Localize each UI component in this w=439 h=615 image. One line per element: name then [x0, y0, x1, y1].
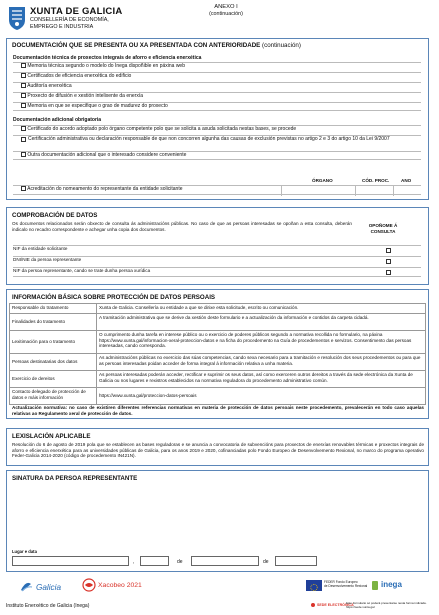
privacy-key: Persoas destinatarias dos datos: [10, 354, 97, 371]
data-verification-section: [6, 207, 429, 285]
tech-item-row: [13, 72, 421, 81]
privacy-key: Contacto delegado de protección de datos e máis información: [10, 388, 97, 405]
oppose-checkbox[interactable]: [386, 248, 391, 253]
signature-section: [6, 470, 429, 572]
privacy-key: Exercicio de dereitos: [10, 371, 97, 388]
place-field[interactable]: [12, 556, 129, 566]
required-item-label: Certificación administrativa ou declaración responsable de que non concorren algunha das causas de exclusión previstas no artigo 2 e 3 do artigo 10 da Lei 9/2007: [28, 136, 390, 142]
privacy-value: O cumprimento dunha tarefa en interese público ou o exercicio de poderes públicos segundo a normativa recollida no formulario, na páxina https://www.xunta.gal/informacion-xeral-proteccion-datos e na ficha do procedemento na Guía de procedementos e servizos. Consentimento das persoas interesadas, cando corresponda.: [97, 331, 426, 354]
legislation-title: LEXISLACIÓN APLICABLE: [12, 433, 91, 440]
privacy-footnote: Actualización normativa: no caso de existiren diferentes referencias normativas en materia de protección de datos persoais neste procedemento, prevalecerán en todo caso aquelas relativas ao Regulamento xeral de protección de datos.: [12, 405, 424, 416]
tech-item-label: Memoria en que se especifique o grao de madurez do proxecto: [27, 103, 168, 109]
required-item-checkbox[interactable]: [21, 152, 26, 157]
privacy-row: [10, 371, 426, 388]
tech-item-row: [13, 102, 421, 111]
tech-item-label: Auditoría enerxética: [27, 83, 72, 89]
proc-code-field[interactable]: [355, 186, 394, 196]
column-year: ANO: [401, 178, 412, 183]
verification-title: COMPROBACIÓN DE DATOS: [12, 212, 98, 219]
privacy-value: As persoas interesadas poderán acceder, rectificar e suprimir os seus datos, así como exerceren outros dereitos a través da sede electrónica da Xunta de Galicia ou nos lugares e rexistros establecidos na normativa reguladora do procedemento administrativo común.: [97, 371, 426, 388]
privacy-row: [10, 314, 426, 331]
tech-item-row: [13, 62, 421, 71]
tech-item-checkbox[interactable]: [21, 83, 26, 88]
eu-fund-text-1: FEDER Fondo Europeo: [324, 580, 358, 584]
column-proc-code: CÓD. PROC.: [362, 178, 390, 183]
month-field[interactable]: [191, 556, 259, 566]
brand-name: XUNTA DE GALICIA: [30, 6, 123, 17]
place-date-label: Lugar e data: [12, 549, 37, 554]
tech-doc-heading: Documentación técnica de proxectos integrais de aforro e eficiencia enerxética: [13, 55, 202, 61]
verification-label: NIF da persoa representante, cando se trate dunha persoa xurídica: [13, 268, 151, 273]
legislation-text: Resolución do 6 de agosto de 2019 pola que se establecen as bases reguladoras e se anuncia a convocatoria de subvencións para proxectos de enerxías renovables térmicas e proxectos integrais de aforro e eficiencia enerxética para as universidades públicas de Galicia, para os anos 2019 e 2020, cofinanciadas polo Fondo Europeo de Desenvolvemento Rexional, no marco do programa operativo Feder-Galicia 2014-2020 (código de procedemento IN421N).: [12, 442, 424, 459]
inega-logo-icon: [372, 581, 378, 590]
xunta-logo: [7, 5, 27, 31]
organo-field[interactable]: [281, 186, 356, 196]
accreditation-row: [13, 185, 421, 195]
verification-label: NIF da entidade solicitante: [13, 246, 68, 251]
privacy-row: [10, 331, 426, 354]
privacy-row: [10, 388, 426, 405]
privacy-value: A tramitación administrativa que se derive da xestión deste formulario e a actualización da información e contidos da carpeta cidadá.: [97, 314, 426, 331]
inega-logo-text: inega: [381, 580, 402, 589]
tech-item-checkbox[interactable]: [21, 63, 26, 68]
verification-intro: Os documentos relacionados serán obxecto de consulta ás administracións públicas. No caso de que as persoas interesadas se opoñan a esta consulta, deberán indicalo no recadro correspondente e achegar unha copia dos documentos.: [12, 221, 352, 232]
signature-title: SINATURA DA PERSOA REPRESENTANTE: [12, 475, 138, 482]
required-item-row: [13, 125, 421, 134]
documentation-section-suffix: (continuación): [262, 42, 301, 49]
annex-title: ANEXO I: [214, 4, 238, 10]
required-item-label: Certificado do acordo adoptado polo órgano competente polo que se solicita a axuda solicitada nestas bases, se procede: [27, 126, 297, 132]
year-field[interactable]: [393, 186, 422, 196]
privacy-value: Xunta de Galicia. Consellería ou entidade a que se dirixe esta solicitude, escrito ou comunicación.: [97, 304, 426, 314]
tech-item-checkbox[interactable]: [21, 93, 26, 98]
department-line-2: EMPREGO E INDUSTRIA: [30, 24, 94, 30]
verification-label: DNI/NIE da persoa representante: [13, 257, 82, 262]
sede-label: SEDE ELECTRÓNICA: [317, 603, 354, 607]
privacy-row: [10, 354, 426, 371]
documentation-section: [6, 38, 429, 200]
institute-name: Instituto Enerxético de Galicia (Inega): [6, 603, 90, 609]
tech-item-checkbox[interactable]: [21, 103, 26, 108]
tech-item-label: Certificados de eficiencia enerxética do edificio: [27, 73, 132, 79]
required-item-checkbox[interactable]: [21, 126, 26, 131]
comma-separator: ,: [133, 559, 135, 565]
year-field[interactable]: [275, 556, 317, 566]
required-item-row: [13, 151, 421, 160]
xacobeo-logo-text: Xacobeo 2021: [98, 582, 142, 589]
xacobeo-logo: [82, 578, 96, 597]
tech-item-row: [13, 82, 421, 91]
verification-row: [13, 245, 421, 255]
day-field[interactable]: [140, 556, 169, 566]
galicia-logo: [18, 578, 34, 599]
required-item-checkbox[interactable]: [21, 137, 26, 142]
privacy-table: [9, 303, 426, 405]
accreditation-label: Acreditación do nomeamento do representante da entidade solicitante: [27, 186, 183, 192]
privacy-key: Lexitimación para o tratamento: [10, 331, 97, 354]
data-protection-section: [6, 289, 429, 419]
column-organo: ÓRGANO: [312, 178, 333, 183]
privacy-value: https://www.xunta.gal/proteccion-datos-persoais: [97, 388, 426, 405]
galicia-logo-text: Galicia: [36, 583, 62, 592]
required-item-label: Outra documentación adicional que o interesado considere conveniente: [27, 152, 187, 158]
verification-row: [13, 256, 421, 266]
required-item-row: [13, 135, 421, 150]
eu-fund-text-2: de Desenvolvemento Rexional: [324, 584, 368, 588]
annex-subtitle: (continuación): [209, 11, 243, 17]
privacy-row: [10, 304, 426, 314]
tech-item-row: [13, 92, 421, 101]
de-separator-2: de: [263, 559, 269, 565]
verification-row: [13, 267, 421, 277]
sede-icon: [311, 603, 315, 607]
signature-area[interactable]: [12, 485, 422, 545]
tech-item-label: Proxecto de difusión e xestión intelixente da enerxía: [27, 93, 144, 99]
privacy-key: Responsable do tratamento: [10, 304, 97, 314]
tech-item-label: Memoria técnica segundo o modelo do Inega dispoñible en páxina web: [27, 63, 185, 69]
privacy-title: INFORMACIÓN BÁSICA SOBRE PROTECCIÓN DE DATOS PERSOAIS: [12, 294, 216, 301]
accreditation-checkbox[interactable]: [21, 186, 26, 191]
privacy-key: Finalidades do tratamento: [10, 314, 97, 331]
legislation-section: [6, 428, 429, 466]
oppose-checkbox[interactable]: [386, 270, 391, 275]
de-separator-1: de: [177, 559, 183, 565]
documentation-section-title: DOCUMENTACIÓN QUE SE PRESENTA OU XA PRESENTADA CON ANTERIORIDADE: [12, 42, 261, 49]
required-doc-heading: Documentación adicional obrigatoria: [13, 117, 102, 123]
department-line-1: CONSELLERÍA DE ECONOMÍA,: [30, 17, 109, 23]
oppose-checkbox[interactable]: [386, 259, 391, 264]
privacy-value: As administracións públicas no exercicio das súas competencias, cando sexa necesario para a tramitación e resolución dos seus procedementos ou para que as persoas interesadas poidan acceder de forma integral á información relativa a unha materia.: [97, 354, 426, 371]
sede-note: Este formulario só poderá presentarse nesta forma indicada. https://sede.xunta.gal: [346, 601, 427, 609]
oppose-label: OPOÑOME Á CONSULTA: [368, 223, 398, 234]
tech-item-checkbox[interactable]: [21, 73, 26, 78]
eu-flag-icon: [306, 580, 322, 591]
